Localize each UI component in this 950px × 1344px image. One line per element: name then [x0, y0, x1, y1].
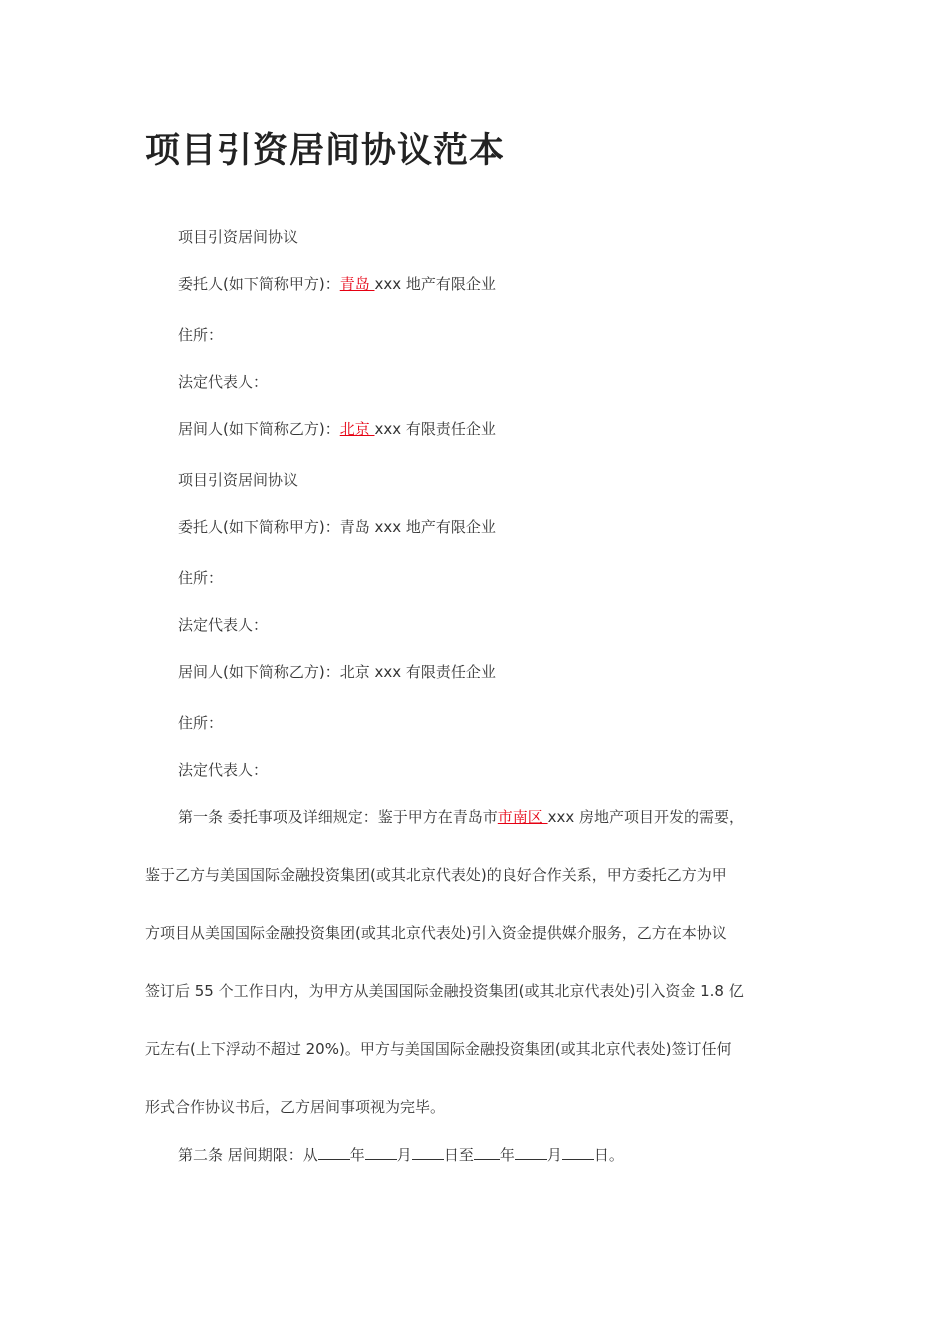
address-line-2: 住所： — [178, 569, 224, 587]
day-blank-2[interactable] — [562, 1143, 594, 1160]
legal-rep-line-1: 法定代表人： — [178, 373, 269, 391]
month-blank-1[interactable] — [365, 1143, 397, 1160]
article1-line-4: 签订后 55 个工作日内，为甲方从美国国际金融投资集团(或其北京代表处)引入资金 1.8 亿 — [145, 982, 744, 1000]
address-line-1: 住所： — [178, 326, 224, 344]
article1-prefix: 第一条 委托事项及详细规定：鉴于甲方在青岛市 — [178, 808, 498, 826]
principal-line-2: 委托人(如下简称甲方)：青岛 xxx 地产有限企业 — [178, 518, 496, 536]
year-blank-1[interactable] — [318, 1143, 350, 1160]
shinan-district-link[interactable]: 市南区 — [497, 808, 548, 826]
principal-label: 委托人(如下简称甲方)： — [178, 275, 340, 293]
article1-line-2: 鉴于乙方与美国国际金融投资集团(或其北京代表处)的良好合作关系，甲方委托乙方为甲 — [145, 866, 727, 884]
day-label-1: 日至 — [443, 1146, 474, 1164]
qingdao-link[interactable]: 青岛 — [339, 275, 375, 293]
article2-prefix: 第二条 居间期限：从 — [178, 1146, 318, 1164]
article2-line — [178, 1143, 624, 1166]
year-blank-2[interactable] — [474, 1143, 500, 1160]
legal-rep-line-2: 法定代表人： — [178, 616, 269, 634]
article1-line-5: 元左右(上下浮动不超过 20%)。甲方与美国国际金融投资集团(或其北京代表处)签订任何 — [145, 1040, 732, 1058]
day-label-2: 日。 — [593, 1146, 624, 1164]
year-label-2: 年 — [499, 1146, 515, 1164]
day-blank-1[interactable] — [412, 1143, 444, 1160]
article1-line-1 — [178, 806, 744, 828]
month-blank-2[interactable] — [515, 1143, 547, 1160]
agreement-heading-1: 项目引资居间协议 — [178, 228, 299, 246]
article1-suffix: xxx 房地产项目开发的需要， — [547, 808, 744, 826]
intermediary-label: 居间人(如下简称乙方)： — [178, 420, 340, 438]
beijing-link[interactable]: 北京 — [339, 420, 375, 438]
intermediary-line-1 — [178, 418, 496, 440]
principal-line-1 — [178, 273, 496, 295]
principal-company: xxx 地产有限企业 — [374, 275, 496, 293]
article1-line-3: 方项目从美国国际金融投资集团(或其北京代表处)引入资金提供媒介服务，乙方在本协议 — [145, 924, 727, 942]
address-line-3: 住所： — [178, 714, 224, 732]
month-label-1: 月 — [396, 1146, 412, 1164]
year-label-1: 年 — [349, 1146, 365, 1164]
agreement-heading-2: 项目引资居间协议 — [178, 471, 299, 489]
month-label-2: 月 — [546, 1146, 562, 1164]
legal-rep-line-3: 法定代表人： — [178, 761, 269, 779]
document-title: 项目引资居间协议范本 — [145, 130, 506, 171]
intermediary-company: xxx 有限责任企业 — [374, 420, 496, 438]
article1-line-6: 形式合作协议书后，乙方居间事项视为完毕。 — [145, 1098, 446, 1116]
intermediary-line-2: 居间人(如下简称乙方)：北京 xxx 有限责任企业 — [178, 663, 496, 681]
